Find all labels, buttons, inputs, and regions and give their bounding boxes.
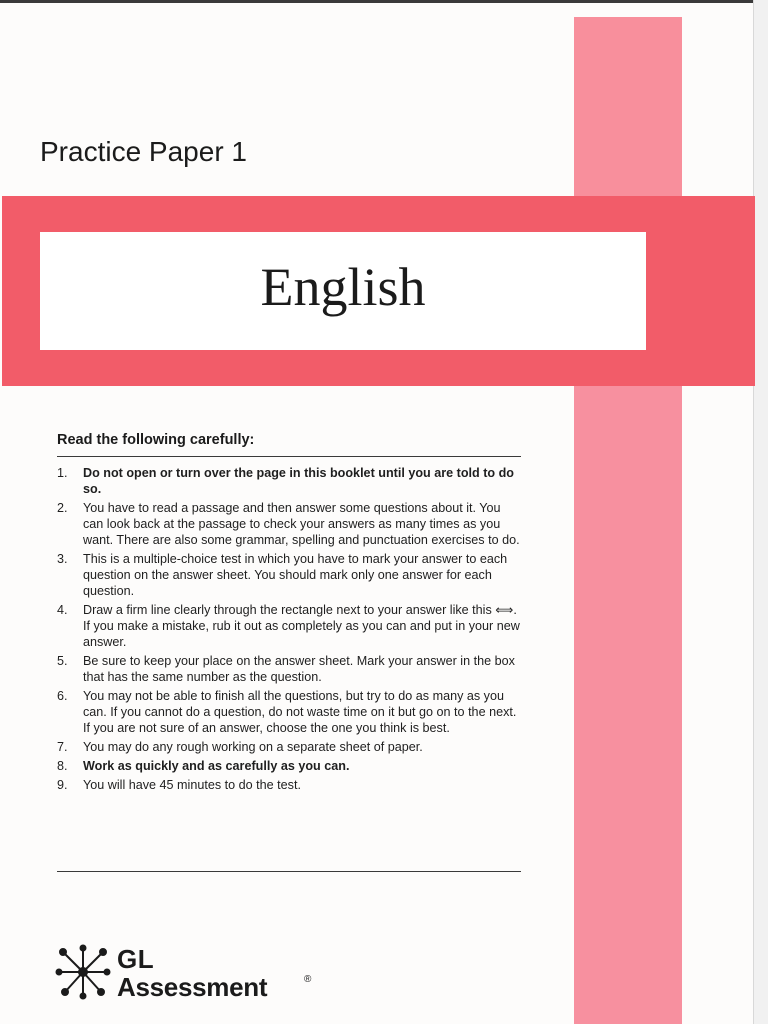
paper-title: Practice Paper 1 [40, 136, 247, 167]
instruction-item [57, 602, 521, 650]
instruction-item [57, 500, 521, 548]
instruction-text: You have to read a passage and then answer some questions about it. You can look back at the passage to check your answers as many times as you want. There are also some grammar, spelling and punctuation exercises to do. [83, 501, 520, 547]
subject-title: English [260, 257, 426, 317]
instruction-number: 3. [57, 552, 68, 566]
instruction-number: 7. [57, 740, 68, 754]
instruction-item [57, 758, 521, 774]
instruction-item [57, 777, 521, 793]
instruction-number: 2. [57, 501, 68, 515]
instruction-text: Do not open or turn over the page in this booklet until you are told to do so. [83, 466, 514, 496]
instruction-text: Work as quickly and as carefully as you can. [83, 759, 350, 773]
instruction-text: This is a multiple-choice test in which you have to mark your answer to each question on the answer sheet. You should mark only one answer for each question. [83, 552, 508, 598]
instructions-list [57, 465, 521, 793]
instructions-section [57, 432, 521, 796]
instruction-number: 1. [57, 466, 68, 480]
instructions-bottom-divider [57, 871, 521, 872]
instruction-text: You will have 45 minutes to do the test. [83, 778, 301, 792]
instruction-item [57, 551, 521, 599]
gl-assessment-logo [55, 942, 335, 1002]
instruction-number: 5. [57, 654, 68, 668]
instruction-number: 6. [57, 689, 68, 703]
instruction-item [57, 739, 521, 755]
instruction-number: 9. [57, 778, 68, 792]
instructions-heading: Read the following carefully: [57, 432, 255, 448]
instruction-number: 4. [57, 603, 68, 617]
instruction-text: Be sure to keep your place on the answer sheet. Mark your answer in the box that has the same number as the question. [83, 654, 515, 684]
pink-vertical-strip-top [574, 17, 682, 200]
instruction-text: Draw a firm line clearly through the rectangle next to your answer like this ⟺. If you make a mistake, rub it out as completely as you can and put in your new answer. [83, 603, 520, 649]
instruction-item [57, 465, 521, 497]
logo-text-gl: GL [117, 944, 155, 974]
gl-assessment-logo-icon [55, 944, 111, 1000]
page-top-edge [0, 0, 768, 3]
logo-text-assessment: Assessment [117, 972, 268, 1002]
instruction-text: You may do any rough working on a separate sheet of paper. [83, 740, 423, 754]
page-right-edge [753, 0, 768, 1024]
instruction-item [57, 653, 521, 685]
instructions-divider [57, 456, 521, 457]
instruction-item [57, 688, 521, 736]
instruction-text: You may not be able to finish all the questions, but try to do as many as you can. If you cannot do a question, do not waste time on it but go on to the next. If you are not sure of an answer, choose the one you think is best. [83, 689, 517, 735]
registered-mark: ® [304, 974, 312, 985]
instruction-number: 8. [57, 759, 68, 773]
